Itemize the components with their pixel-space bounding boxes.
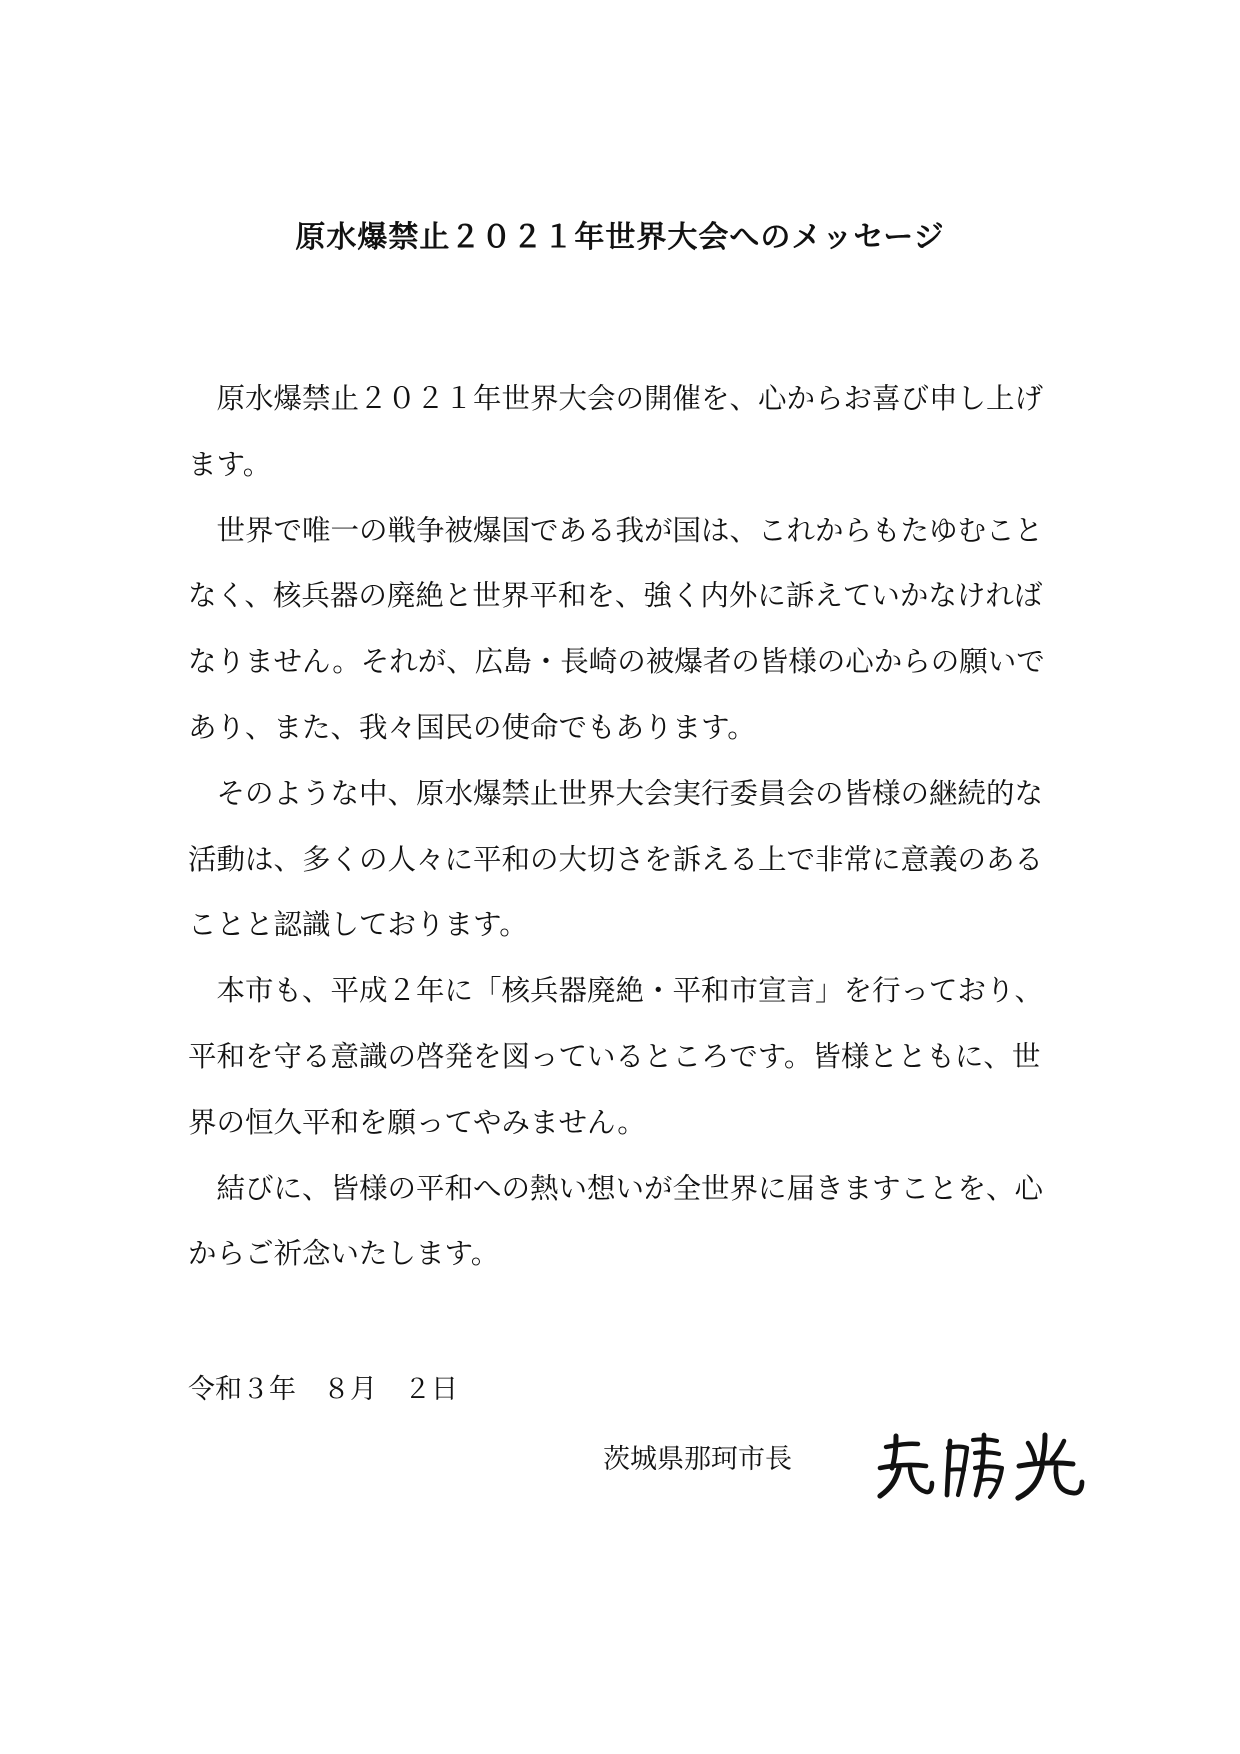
handwritten-signature	[868, 1425, 1088, 1505]
message-line: あり、また、我々国民の使命でもあります。	[188, 710, 756, 744]
message-paragraph	[188, 958, 1076, 1155]
message-line: 世界で唯一の戦争被爆国である我が国は、これからもたゆむこと	[188, 513, 1044, 547]
message-line: なく、核兵器の廃絶と世界平和を、強く内外に訴えていかなければ	[188, 579, 1043, 613]
message-line: ます。	[188, 447, 272, 481]
message-line: 界の恒久平和を願ってやみません。	[188, 1105, 646, 1139]
message-paragraph	[188, 1156, 1076, 1288]
message-line: 原水爆禁止２０２１年世界大会の開催を、心からお喜び申し上げ	[188, 382, 1044, 415]
message-line: からご祈念いたします。	[188, 1237, 500, 1271]
message-line: 活動は、多くの人々に平和の大切さを訴える上で非常に意義のある	[188, 842, 1044, 876]
message-line: 結びに、皆様の平和への熱い想いが全世界に届きますことを、心	[188, 1171, 1044, 1205]
signer-title: 茨城県那珂市長	[603, 1444, 792, 1475]
message-line: なりません。それが、広島・長崎の被爆者の皆様の心からの願いで	[188, 645, 1045, 679]
message-paragraph	[188, 761, 1076, 958]
page-title: 原水爆禁止２０２１年世界大会へのメッセージ	[295, 220, 945, 255]
message-line: 平和を守る意識の啓発を図っているところです。皆様とともに、世	[188, 1039, 1041, 1073]
letter-date: 令和３年 ８月 ２日	[188, 1374, 458, 1405]
message-line: そのような中、原水爆禁止世界大会実行委員会の皆様の継続的な	[188, 776, 1044, 810]
message-body	[188, 366, 1076, 1287]
message-line: 本市も、平成２年に「核兵器廃絶・平和市宣言」を行っており、	[188, 974, 1044, 1008]
message-paragraph	[188, 366, 1076, 498]
message-paragraph	[188, 498, 1076, 761]
message-line: ことと認識しております。	[188, 908, 528, 942]
